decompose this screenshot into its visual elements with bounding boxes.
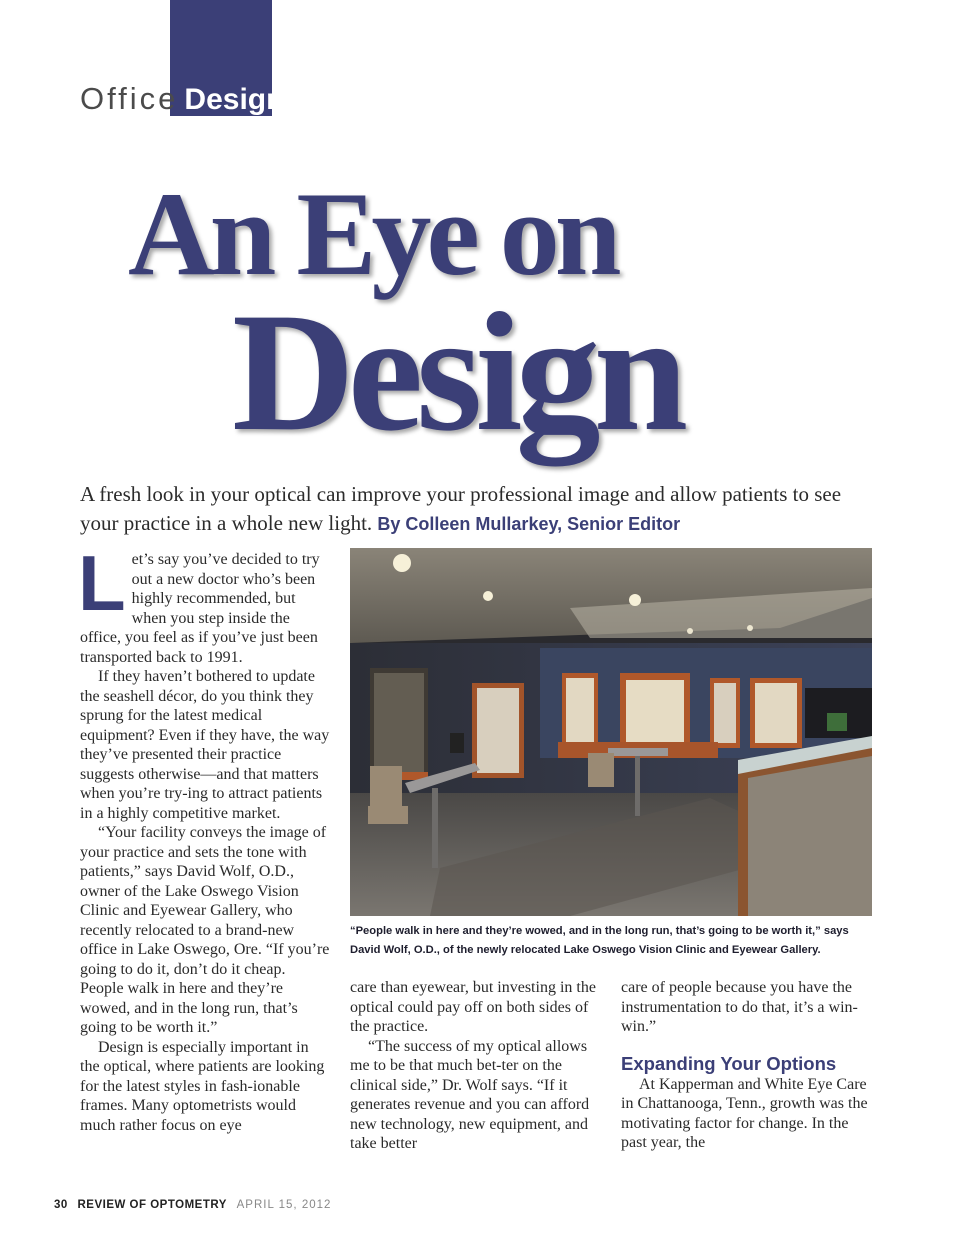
- subhead: Expanding Your Options: [621, 1052, 837, 1074]
- drop-cap: L: [78, 539, 126, 627]
- deck-text: A fresh look in your optical can improve your professional image and allow patients to see your practice in a whole new light.: [80, 482, 842, 535]
- section-label: [80, 80, 284, 118]
- optical-showroom-photo: [350, 548, 872, 916]
- deck: [80, 480, 880, 539]
- headline-line-1: An Eye on: [128, 167, 617, 300]
- photo-caption: “People walk in here and they’re wowed, and in the long run, that’s going to be worth it,” says David Wolf, O.D., of the newly relocated Lake Oswego Vision Clinic and Eyewear Gallery.: [350, 925, 849, 956]
- publication-name: REVIEW OF OPTOMETRY: [77, 1199, 227, 1211]
- paragraph: Let’s say you’ve decided to try out a new doctor who’s been highly recommended, but when you step inside the office, you feel as if you’ve just been transported back to 1991.: [78, 539, 320, 666]
- paragraph: “The success of my optical allows me to be that much bet-ter on the clinical side,” Dr. Wolf says. “If it generates revenue and you can afford new technology, new equipment, and take better: [350, 1037, 590, 1152]
- article-column-1: [78, 539, 330, 1135]
- paragraph: care than eyewear, but investing in the optical could pay off on both sides of the practice.: [350, 979, 596, 1035]
- issue-date: APRIL 15, 2012: [236, 1199, 332, 1211]
- showroom-illustration: [350, 548, 872, 916]
- paragraph: At Kapperman and White Eye Care in Chattanooga, Tenn., growth was the motivating factor for change. In the past year, the: [621, 1075, 868, 1151]
- section-label-bold: Design: [184, 83, 285, 116]
- paragraph: care of people because you have the instrumentation to do that, it’s a win-win.”: [621, 979, 858, 1035]
- paragraph: “Your facility conveys the image of your practice and sets the tone with patients,” says David Wolf, O.D., owner of the Lake Oswego Vision Clinic and Eyewear Gallery, who recently relocated to a brand-new office in Lake Oswego, Ore. “If you’re going to do it, don’t do it cheap. People walk in here and they’re wowed, and in the long run, that’s going to be worth it.”: [80, 824, 330, 1036]
- paragraph: Design is especially important in the optical, where patients are looking for the latest styles in fash-ionable frames. Many optometrists would much rather focus on eye: [80, 1038, 325, 1134]
- article-column-3: [621, 978, 873, 1153]
- article-column-2: [350, 978, 602, 1154]
- page-footer: [54, 1199, 331, 1211]
- byline: By Colleen Mullarkey, Senior Editor: [377, 514, 681, 534]
- page-number: 30: [54, 1199, 68, 1211]
- section-label-light: Office: [80, 81, 179, 116]
- headline-line-2: Design: [232, 278, 682, 466]
- paragraph: If they haven’t bothered to update the seashell décor, do you think they sprung for the latest medical equipment? Even if they have, the way they’ve presented their practice suggests otherwise—and that matters when you’re try-ing to attract patients in a highly competitive market.: [80, 668, 330, 822]
